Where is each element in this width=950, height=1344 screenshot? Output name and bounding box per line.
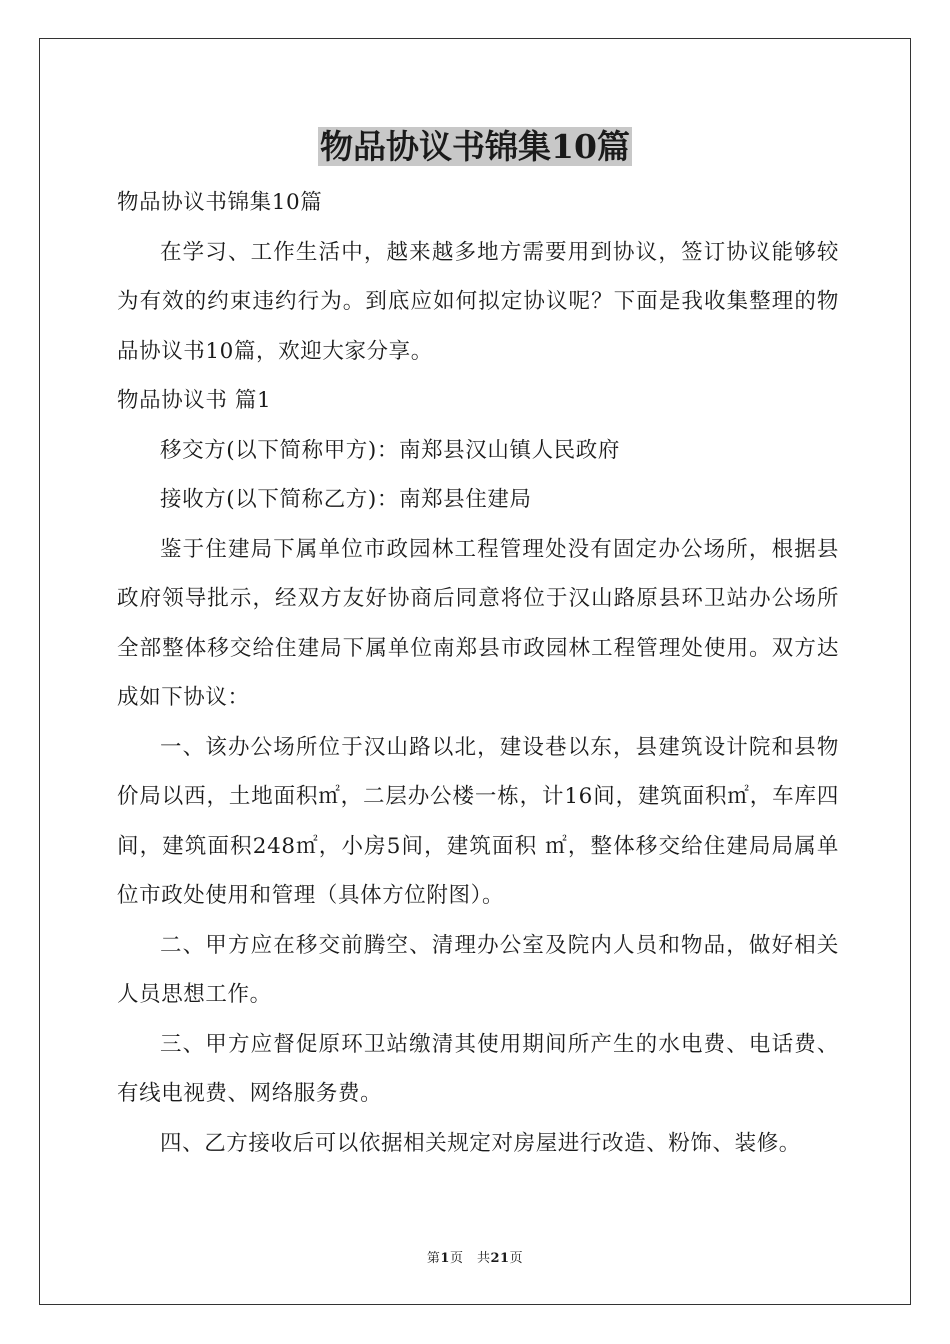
page-number-suffix: 页 [509,1251,524,1266]
page-number-total: 21 [490,1251,510,1266]
document-title-text: 物品协议书锦集10篇 [320,127,630,166]
document-body [117,178,839,1168]
page-number-prefix: 第 [426,1251,441,1266]
clause-2-paragraph: 二、甲方应在移交前腾空、清理办公室及院内人员和物品，做好相关人员思想工作。 [117,932,839,1007]
preamble-paragraph: 鉴于住建局下属单位市政园林工程管理处没有固定办公场所，根据县政府领导批示，经双方友好协商后同意将位于汉山路原县环卫站办公场所全部整体移交给住建局下属单位南郑县市政园林工程管理处使用。双方达成如下协议： [117,536,839,710]
clause-4-paragraph: 四、乙方接收后可以依据相关规定对房屋进行改造、粉饰、装修。 [160,1130,801,1156]
clause-1-paragraph: 一、该办公场所位于汉山路以北，建设巷以东，县建筑设计院和县物价局以西，土地面积㎡，二层办公楼一栋，计16间，建筑面积㎡，车库四间，建筑面积248㎡，小房5间，建筑面积 ㎡，整体移交给住建局局属单位市政处使用和管理（具体方位附图）。 [117,734,839,908]
section-heading: 物品协议书 篇1 [117,388,272,413]
page-number-middle: 页 共 [449,1251,491,1266]
clause-3-paragraph: 三、甲方应督促原环卫站缴清其使用期间所产生的水电费、电话费、有线电视费、网络服务费。 [117,1031,839,1106]
page-number-current: 1 [440,1251,450,1266]
party-a-line: 移交方(以下简称甲方)：南郑县汉山镇人民政府 [160,437,620,463]
intro-paragraph: 在学习、工作生活中，越来越多地方需要用到协议，签订协议能够较为有效的约束违约行为。到底应如何拟定协议呢？下面是我收集整理的物品协议书10篇，欢迎大家分享。 [117,239,839,364]
document-title [0,125,950,169]
party-b-line: 接收方(以下简称乙方)：南郑县住建局 [160,487,532,512]
document-subtitle: 物品协议书锦集10篇 [117,190,323,215]
page-footer [0,1247,950,1266]
